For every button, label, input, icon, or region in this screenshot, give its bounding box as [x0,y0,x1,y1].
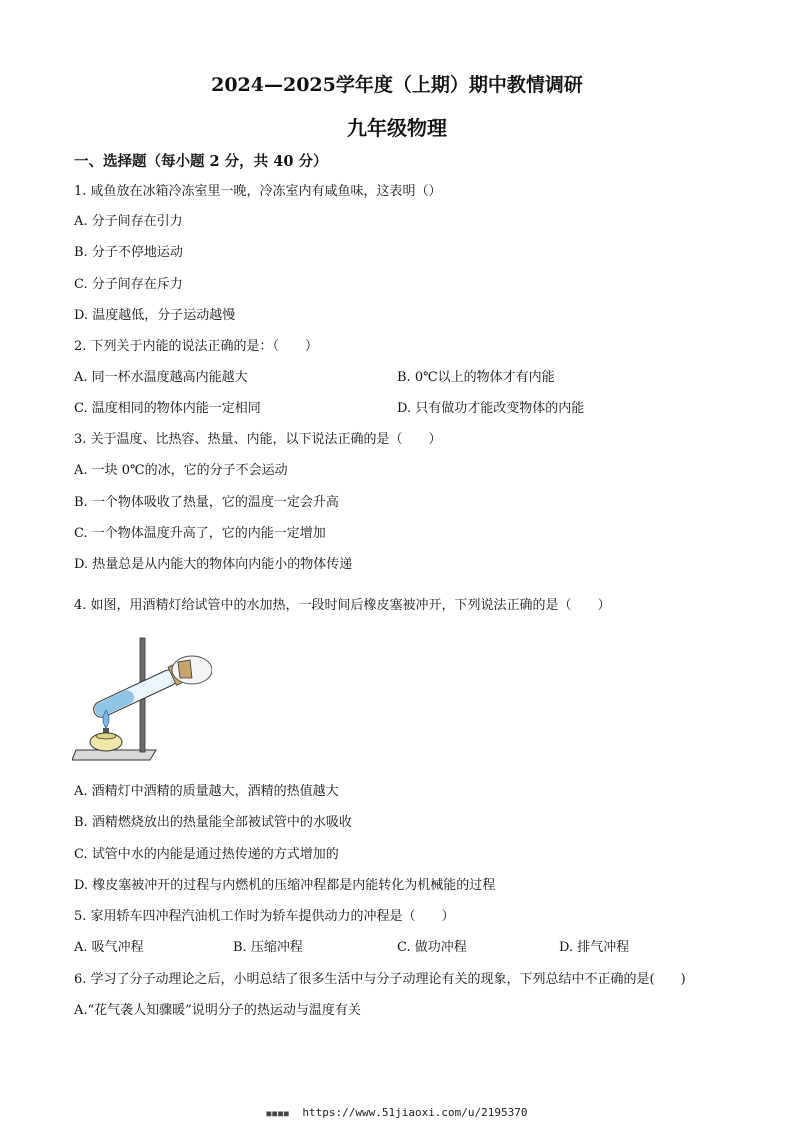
q5-option-c: C. 做功冲程 [397,940,467,955]
footer-mark: ■■■■ [266,1108,290,1118]
q2-option-c: C. 温度相同的物体内能一定相同 [74,401,261,416]
q3-option-b: B. 一个物体吸收了热量，它的温度一定会升高 [74,495,339,510]
q2-option-a: A. 同一杯水温度越高内能越大 [74,370,248,385]
q4-option-b: B. 酒精燃烧放出的热量能全部被试管中的水吸收 [74,815,352,830]
q2-option-b: B. 0℃以上的物体才有内能 [397,370,555,385]
q3-option-c: C. 一个物体温度升高了，它的内能一定增加 [74,526,326,541]
footer-url[interactable]: https://www.51jiaoxi.com/u/2195370 [302,1106,528,1119]
q4-stem: 4. 如图，用酒精灯给试管中的水加热，一段时间后橡皮塞被冲开，下列说法正确的是（ ） [74,598,611,613]
q4-option-a: A. 酒精灯中酒精的质量越大，酒精的热值越大 [74,784,339,799]
alcohol-lamp-test-tube-figure [72,632,212,764]
q1-option-d: D. 温度越低，分子运动越慢 [74,308,236,323]
q6-option-a: A.“花气袭人知骤暖”说明分子的热运动与温度有关 [74,1003,361,1018]
q3-stem: 3. 关于温度、比热容、热量、内能，以下说法正确的是（ ） [74,432,442,447]
q4-option-d: D. 橡皮塞被冲开的过程与内燃机的压缩冲程都是内能转化为机械能的过程 [74,878,496,893]
q5-option-a: A. 吸气冲程 [74,940,144,955]
q3-option-a: A. 一块 0℃的冰，它的分子不会运动 [74,463,288,478]
q1-option-b: B. 分子不停地运动 [74,245,183,260]
exam-subtitle: 九年级物理 [347,116,447,140]
q2-option-d: D. 只有做功才能改变物体的内能 [397,401,585,416]
q6-stem: 6. 学习了分子动理论之后，小明总结了很多生活中与分子动理论有关的现象，下列总结中不正确的是( ) [74,972,686,987]
q4-option-c: C. 试管中水的内能是通过热传递的方式增加的 [74,847,339,862]
q2-stem: 2. 下列关于内能的说法正确的是：（ ） [74,339,319,354]
section-heading: 一、选择题（每小题 2 分，共 40 分） [74,153,328,170]
exam-title: 2024—2025学年度（上期）期中教情调研 [211,74,583,96]
footer-source [0,1106,794,1119]
q5-option-d: D. 排气冲程 [559,940,630,955]
q5-option-b: B. 压缩冲程 [233,940,303,955]
q1-stem: 1. 咸鱼放在冰箱冷冻室里一晚，冷冻室内有咸鱼味，这表明（） [74,184,442,199]
q3-option-d: D. 热量总是从内能大的物体向内能小的物体传递 [74,557,353,572]
q5-stem: 5. 家用轿车四冲程汽油机工作时为轿车提供动力的冲程是（ ） [74,909,455,924]
q1-option-a: A. 分子间存在引力 [74,214,183,229]
q1-option-c: C. 分子间存在斥力 [74,277,183,292]
